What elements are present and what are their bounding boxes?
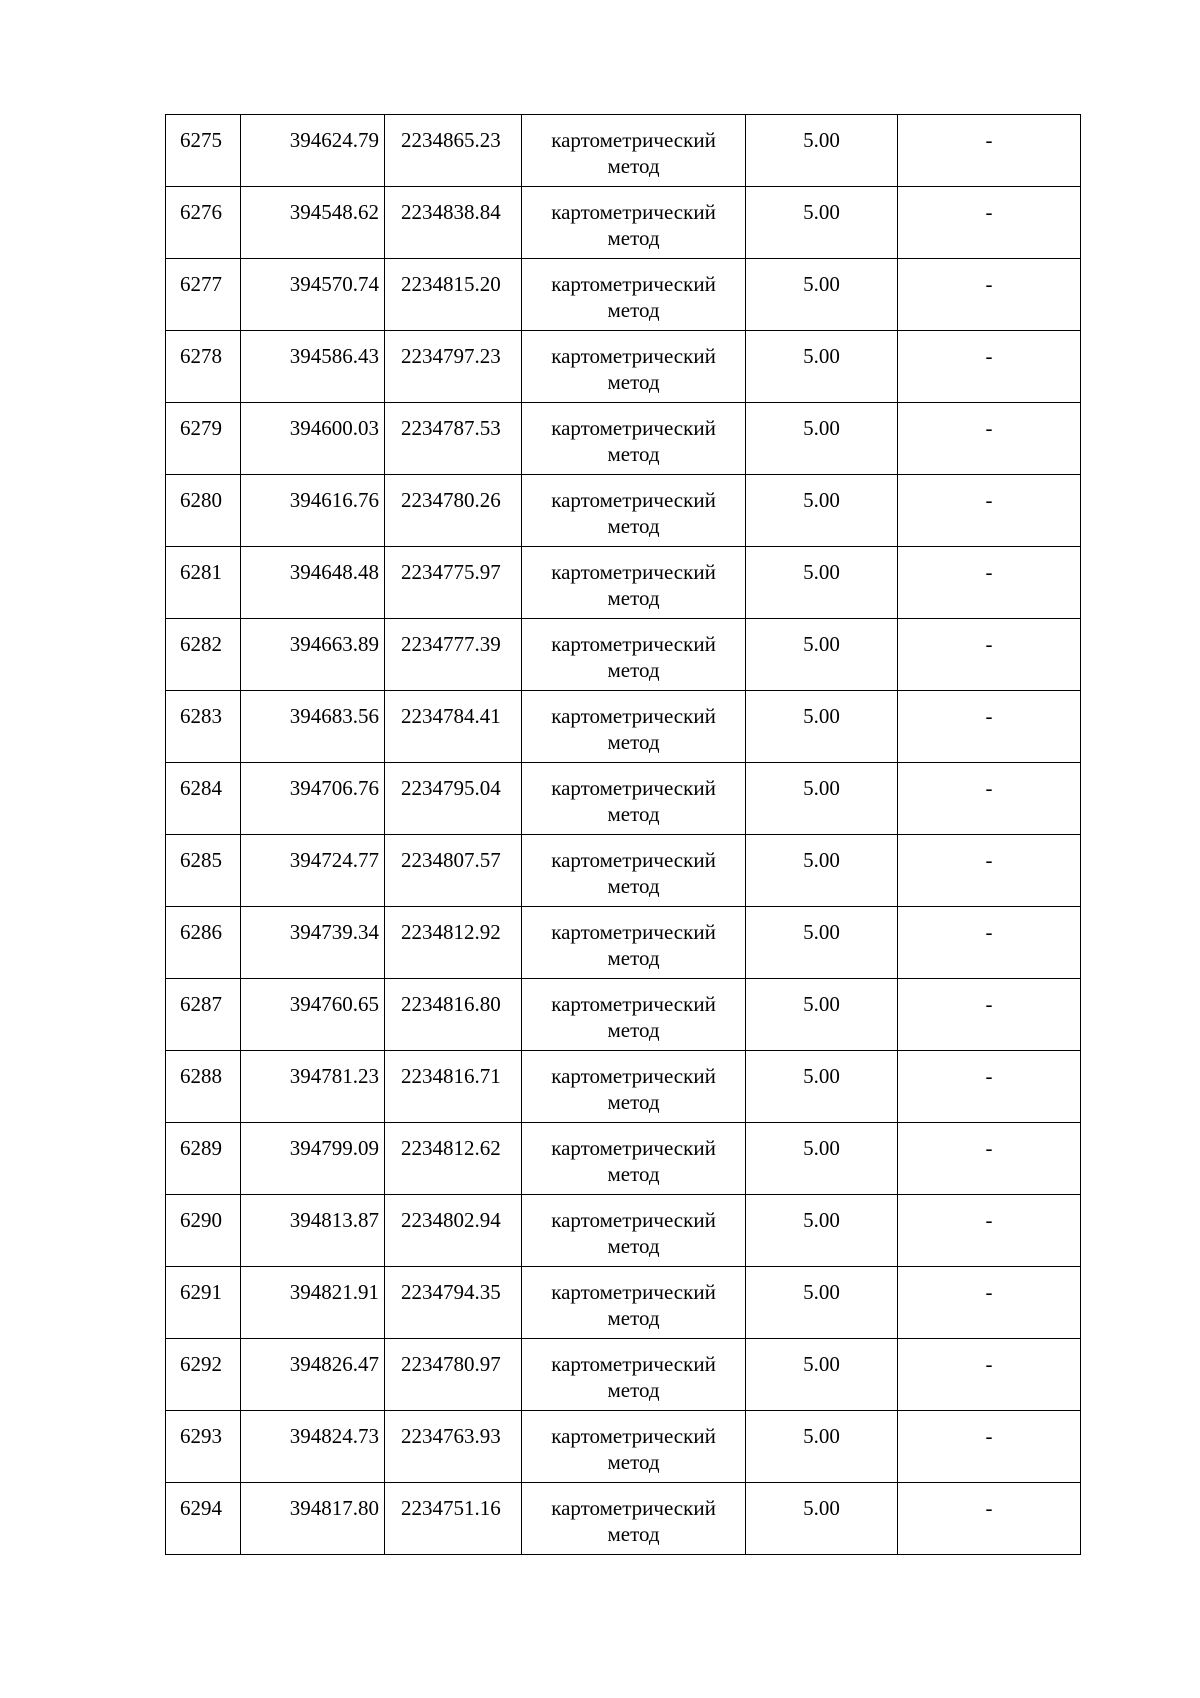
method-line-2: метод xyxy=(607,1378,660,1402)
method-line-2: метод xyxy=(607,586,660,610)
y-coordinate-cell: 2234812.92 xyxy=(385,907,522,979)
accuracy-cell: 5.00 xyxy=(746,475,898,547)
x-coordinate-cell: 394570.74 xyxy=(241,259,385,331)
method-cell xyxy=(522,1411,746,1483)
method-line-2: метод xyxy=(607,1450,660,1474)
method-line-1: картометрический xyxy=(551,1136,716,1160)
x-coordinate-cell: 394683.56 xyxy=(241,691,385,763)
method-line-1: картометрический xyxy=(551,128,716,152)
accuracy-cell: 5.00 xyxy=(746,691,898,763)
note-cell: - xyxy=(898,115,1081,187)
point-number-cell: 6284 xyxy=(166,763,241,835)
point-number-cell: 6282 xyxy=(166,619,241,691)
x-coordinate-cell: 394624.79 xyxy=(241,115,385,187)
method-cell xyxy=(522,1339,746,1411)
method-line-2: метод xyxy=(607,730,660,754)
y-coordinate-cell: 2234815.20 xyxy=(385,259,522,331)
y-coordinate-cell: 2234838.84 xyxy=(385,187,522,259)
table-row xyxy=(166,763,1081,835)
x-coordinate-cell: 394821.91 xyxy=(241,1267,385,1339)
method-cell xyxy=(522,619,746,691)
method-line-2: метод xyxy=(607,874,660,898)
accuracy-cell: 5.00 xyxy=(746,1339,898,1411)
x-coordinate-cell: 394826.47 xyxy=(241,1339,385,1411)
y-coordinate-cell: 2234784.41 xyxy=(385,691,522,763)
accuracy-cell: 5.00 xyxy=(746,187,898,259)
y-coordinate-cell: 2234797.23 xyxy=(385,331,522,403)
method-cell xyxy=(522,907,746,979)
x-coordinate-cell: 394600.03 xyxy=(241,403,385,475)
accuracy-cell: 5.00 xyxy=(746,979,898,1051)
accuracy-cell: 5.00 xyxy=(746,1267,898,1339)
accuracy-cell: 5.00 xyxy=(746,835,898,907)
accuracy-cell: 5.00 xyxy=(746,907,898,979)
x-coordinate-cell: 394706.76 xyxy=(241,763,385,835)
method-line-2: метод xyxy=(607,154,660,178)
note-cell: - xyxy=(898,1051,1081,1123)
x-coordinate-cell: 394817.80 xyxy=(241,1483,385,1555)
accuracy-cell: 5.00 xyxy=(746,1411,898,1483)
y-coordinate-cell: 2234816.71 xyxy=(385,1051,522,1123)
method-line-1: картометрический xyxy=(551,776,716,800)
table-row xyxy=(166,979,1081,1051)
point-number-cell: 6279 xyxy=(166,403,241,475)
accuracy-cell: 5.00 xyxy=(746,547,898,619)
note-cell: - xyxy=(898,1123,1081,1195)
point-number-cell: 6287 xyxy=(166,979,241,1051)
x-coordinate-cell: 394781.23 xyxy=(241,1051,385,1123)
table-row xyxy=(166,1051,1081,1123)
point-number-cell: 6283 xyxy=(166,691,241,763)
method-line-2: метод xyxy=(607,1162,660,1186)
note-cell: - xyxy=(898,835,1081,907)
method-line-1: картометрический xyxy=(551,416,716,440)
method-line-2: метод xyxy=(607,1090,660,1114)
method-line-2: метод xyxy=(607,226,660,250)
y-coordinate-cell: 2234802.94 xyxy=(385,1195,522,1267)
accuracy-cell: 5.00 xyxy=(746,1483,898,1555)
accuracy-cell: 5.00 xyxy=(746,1051,898,1123)
table-row xyxy=(166,259,1081,331)
point-number-cell: 6285 xyxy=(166,835,241,907)
table-row xyxy=(166,187,1081,259)
point-number-cell: 6291 xyxy=(166,1267,241,1339)
method-line-1: картометрический xyxy=(551,560,716,584)
x-coordinate-cell: 394824.73 xyxy=(241,1411,385,1483)
method-line-2: метод xyxy=(607,1018,660,1042)
table-row xyxy=(166,835,1081,907)
y-coordinate-cell: 2234780.97 xyxy=(385,1339,522,1411)
note-cell: - xyxy=(898,547,1081,619)
note-cell: - xyxy=(898,1411,1081,1483)
method-cell xyxy=(522,187,746,259)
table-row xyxy=(166,115,1081,187)
accuracy-cell: 5.00 xyxy=(746,115,898,187)
y-coordinate-cell: 2234812.62 xyxy=(385,1123,522,1195)
method-line-1: картометрический xyxy=(551,632,716,656)
accuracy-cell: 5.00 xyxy=(746,619,898,691)
method-cell xyxy=(522,763,746,835)
y-coordinate-cell: 2234816.80 xyxy=(385,979,522,1051)
method-line-1: картометрический xyxy=(551,1424,716,1448)
x-coordinate-cell: 394648.48 xyxy=(241,547,385,619)
point-number-cell: 6276 xyxy=(166,187,241,259)
accuracy-cell: 5.00 xyxy=(746,331,898,403)
point-number-cell: 6278 xyxy=(166,331,241,403)
point-number-cell: 6281 xyxy=(166,547,241,619)
x-coordinate-cell: 394760.65 xyxy=(241,979,385,1051)
method-cell xyxy=(522,691,746,763)
point-number-cell: 6292 xyxy=(166,1339,241,1411)
x-coordinate-cell: 394663.89 xyxy=(241,619,385,691)
method-line-1: картометрический xyxy=(551,1496,716,1520)
table-row xyxy=(166,1411,1081,1483)
y-coordinate-cell: 2234751.16 xyxy=(385,1483,522,1555)
y-coordinate-cell: 2234865.23 xyxy=(385,115,522,187)
method-cell xyxy=(522,979,746,1051)
method-line-1: картометрический xyxy=(551,1280,716,1304)
accuracy-cell: 5.00 xyxy=(746,1195,898,1267)
point-number-cell: 6288 xyxy=(166,1051,241,1123)
table-row xyxy=(166,1339,1081,1411)
method-cell xyxy=(522,1195,746,1267)
method-line-2: метод xyxy=(607,298,660,322)
accuracy-cell: 5.00 xyxy=(746,259,898,331)
method-line-1: картометрический xyxy=(551,1208,716,1232)
method-line-1: картометрический xyxy=(551,992,716,1016)
y-coordinate-cell: 2234780.26 xyxy=(385,475,522,547)
method-line-2: метод xyxy=(607,442,660,466)
point-number-cell: 6289 xyxy=(166,1123,241,1195)
note-cell: - xyxy=(898,691,1081,763)
method-line-1: картометрический xyxy=(551,488,716,512)
method-line-1: картометрический xyxy=(551,1352,716,1376)
method-cell xyxy=(522,331,746,403)
method-line-2: метод xyxy=(607,1306,660,1330)
note-cell: - xyxy=(898,259,1081,331)
x-coordinate-cell: 394813.87 xyxy=(241,1195,385,1267)
x-coordinate-cell: 394616.76 xyxy=(241,475,385,547)
method-line-2: метод xyxy=(607,1522,660,1546)
y-coordinate-cell: 2234807.57 xyxy=(385,835,522,907)
method-cell xyxy=(522,1267,746,1339)
method-cell xyxy=(522,547,746,619)
method-line-2: метод xyxy=(607,1234,660,1258)
point-number-cell: 6286 xyxy=(166,907,241,979)
method-line-1: картометрический xyxy=(551,920,716,944)
y-coordinate-cell: 2234777.39 xyxy=(385,619,522,691)
table-row xyxy=(166,403,1081,475)
table-body xyxy=(166,115,1081,1555)
method-line-1: картометрический xyxy=(551,704,716,728)
method-cell xyxy=(522,259,746,331)
method-line-2: метод xyxy=(607,802,660,826)
table-row xyxy=(166,547,1081,619)
x-coordinate-cell: 394548.62 xyxy=(241,187,385,259)
note-cell: - xyxy=(898,1267,1081,1339)
note-cell: - xyxy=(898,187,1081,259)
accuracy-cell: 5.00 xyxy=(746,763,898,835)
table-row xyxy=(166,619,1081,691)
x-coordinate-cell: 394799.09 xyxy=(241,1123,385,1195)
method-cell xyxy=(522,1123,746,1195)
table-row xyxy=(166,1123,1081,1195)
point-number-cell: 6290 xyxy=(166,1195,241,1267)
note-cell: - xyxy=(898,1483,1081,1555)
table-row xyxy=(166,691,1081,763)
y-coordinate-cell: 2234787.53 xyxy=(385,403,522,475)
y-coordinate-cell: 2234763.93 xyxy=(385,1411,522,1483)
note-cell: - xyxy=(898,475,1081,547)
point-number-cell: 6277 xyxy=(166,259,241,331)
point-number-cell: 6280 xyxy=(166,475,241,547)
method-cell xyxy=(522,403,746,475)
method-cell xyxy=(522,475,746,547)
method-line-2: метод xyxy=(607,946,660,970)
y-coordinate-cell: 2234794.35 xyxy=(385,1267,522,1339)
x-coordinate-cell: 394724.77 xyxy=(241,835,385,907)
method-cell xyxy=(522,1483,746,1555)
y-coordinate-cell: 2234795.04 xyxy=(385,763,522,835)
note-cell: - xyxy=(898,1339,1081,1411)
method-line-1: картометрический xyxy=(551,848,716,872)
coordinates-table xyxy=(165,114,1081,1555)
table-row xyxy=(166,1195,1081,1267)
method-line-1: картометрический xyxy=(551,272,716,296)
method-line-1: картометрический xyxy=(551,200,716,224)
note-cell: - xyxy=(898,403,1081,475)
table-row xyxy=(166,475,1081,547)
point-number-cell: 6275 xyxy=(166,115,241,187)
method-line-2: метод xyxy=(607,514,660,538)
note-cell: - xyxy=(898,1195,1081,1267)
point-number-cell: 6293 xyxy=(166,1411,241,1483)
x-coordinate-cell: 394739.34 xyxy=(241,907,385,979)
method-cell xyxy=(522,835,746,907)
method-cell xyxy=(522,1051,746,1123)
note-cell: - xyxy=(898,619,1081,691)
table-row xyxy=(166,1483,1081,1555)
method-line-2: метод xyxy=(607,658,660,682)
note-cell: - xyxy=(898,907,1081,979)
method-cell xyxy=(522,115,746,187)
note-cell: - xyxy=(898,979,1081,1051)
note-cell: - xyxy=(898,763,1081,835)
point-number-cell: 6294 xyxy=(166,1483,241,1555)
accuracy-cell: 5.00 xyxy=(746,1123,898,1195)
accuracy-cell: 5.00 xyxy=(746,403,898,475)
table-row xyxy=(166,907,1081,979)
x-coordinate-cell: 394586.43 xyxy=(241,331,385,403)
method-line-1: картометрический xyxy=(551,344,716,368)
method-line-2: метод xyxy=(607,370,660,394)
method-line-1: картометрический xyxy=(551,1064,716,1088)
table-row xyxy=(166,1267,1081,1339)
table-row xyxy=(166,331,1081,403)
y-coordinate-cell: 2234775.97 xyxy=(385,547,522,619)
note-cell: - xyxy=(898,331,1081,403)
